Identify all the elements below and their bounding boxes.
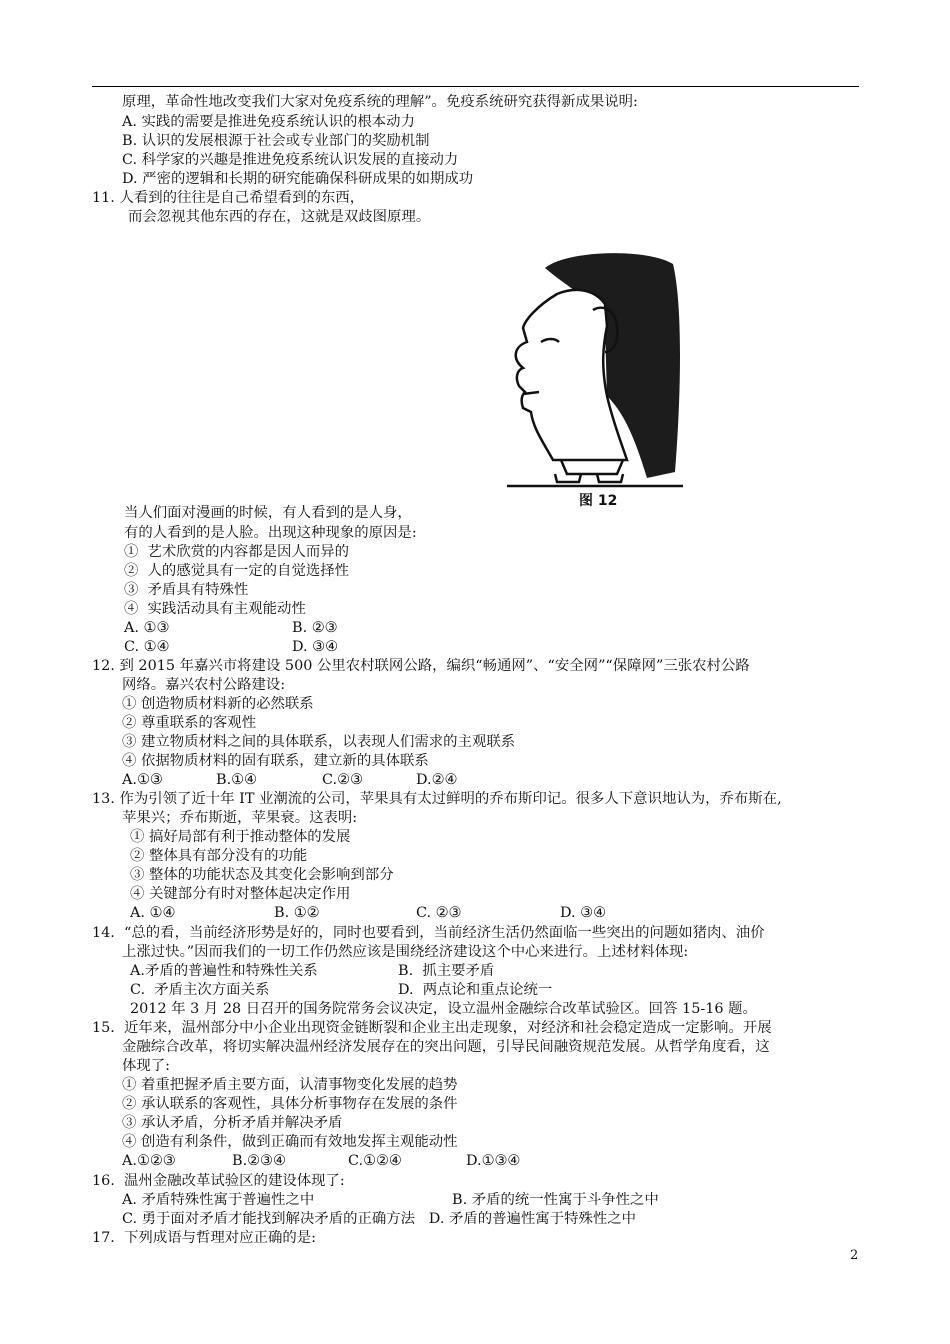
q15-16-intro: 2012 年 3 月 28 日召开的国务院常务会议决定，设立温州金融综合改革试验区。回答 15-16 题。 — [130, 1001, 757, 1017]
q13-option-a: A. ①④ — [130, 905, 176, 921]
q11-item-3: ③ 矛盾具有特殊性 — [124, 582, 249, 598]
q15-stem-2: 金融综合改革，将切实解决温州经济发展存在的突出问题，引导民间融资规范发展。从哲学角度看，这 — [122, 1039, 770, 1055]
q15-stem-3: 体现了: — [122, 1058, 171, 1074]
q12-stem-2: 网络。嘉兴农村公路建设: — [122, 677, 286, 693]
q11-stem-3: 当人们面对漫画的时候，有人看到的是人身， — [124, 505, 412, 521]
q12-item-3: ③ 建立物质材料之间的具体联系，以表现人们需求的主观联系 — [122, 734, 516, 750]
q11-option-a: A. ①③ — [124, 620, 170, 636]
header-rule — [92, 86, 859, 87]
q15-option-b: B.②③④ — [232, 1153, 286, 1169]
q13-stem-1: 13. 作为引领了近十年 IT 业潮流的公司，苹果具有太过鲜明的乔布斯印记。很多人下意识地认为，乔布斯在, — [92, 791, 782, 807]
ambiguous-figure-cartoon — [497, 246, 689, 512]
q16-option-a: A. 矛盾特殊性寓于普遍性之中 — [122, 1192, 315, 1208]
q12-option-b: B.①④ — [216, 772, 257, 788]
q14-stem-1: 14. “总的看，当前经济形势是好的，同时也要看到，当前经济生活仍然面临一些突出的问题如猪肉、油价 — [92, 925, 765, 941]
q16-stem: 16. 温州金融改革试验区的建设体现了: — [92, 1173, 345, 1189]
q15-option-c: C.①②④ — [348, 1153, 402, 1169]
q15-item-3: ③ 承认矛盾，分析矛盾并解决矛盾 — [122, 1115, 343, 1131]
q13-item-2: ② 整体具有部分没有的功能 — [130, 848, 308, 864]
q14-option-c: C. 矛盾主次方面关系 — [130, 982, 270, 998]
q11-item-1: ① 艺术欣赏的内容都是因人而异的 — [124, 544, 350, 560]
page-number: 2 — [850, 1248, 859, 1263]
q13-option-c: C. ②③ — [416, 905, 462, 921]
q10-option-c: C. 科学家的兴趣是推进免疫系统认识发展的直接动力 — [122, 152, 459, 168]
q11-item-4: ④ 实践活动具有主观能动性 — [124, 601, 306, 617]
q15-item-2: ② 承认联系的客观性，具体分析事物存在发展的条件 — [122, 1096, 458, 1112]
q11-stem-1: 11. 人看到的往往是自己希望看到的东西， — [92, 190, 365, 206]
q14-option-a: A.矛盾的普遍性和特殊性关系 — [130, 963, 318, 979]
q15-option-d: D.①③④ — [466, 1153, 521, 1169]
q13-item-3: ③ 整体的功能状态及其变化会影响到部分 — [130, 867, 394, 883]
q14-stem-2: 上涨过快。”因而我们的一切工作仍然应该是围绕经济建设这个中心来进行。上述材料体现: — [122, 944, 689, 960]
q10-option-a: A. 实践的需要是推进免疫系统认识的根本动力 — [122, 114, 415, 130]
q16-option-b: B. 矛盾的统一性寓于斗争性之中 — [452, 1192, 659, 1208]
q17-stem: 17. 下列成语与哲理对应正确的是: — [92, 1230, 316, 1246]
q13-stem-2: 苹果兴；乔布斯逝，苹果衰。这表明: — [122, 810, 358, 826]
q11-item-2: ② 人的感觉具有一定的自觉选择性 — [124, 563, 350, 579]
q12-option-c: C.②③ — [322, 772, 363, 788]
q10-stem-cont: 原理，革命性地改变我们大家对免疫系统的理解”。免疫系统研究获得新成果说明: — [122, 94, 638, 110]
q11-stem-4: 有的人看到的是人脸。出现这种现象的原因是: — [124, 525, 417, 541]
q15-stem-1: 15. 近年来，温州部分中小企业出现资金链断裂和企业主出走现象，对经济和社会稳定造成一定影响。开展 — [92, 1020, 772, 1036]
q11-stem-2: 而会忽视其他东西的存在，这就是双歧图原理。 — [128, 209, 431, 225]
q15-item-4: ④ 创造有利条件，做到正确而有效地发挥主观能动性 — [122, 1134, 458, 1150]
q10-option-d: D. 严密的逻辑和长期的研究能确保科研成果的如期成功 — [122, 171, 474, 187]
q13-item-4: ④ 关键部分有时对整体起决定作用 — [130, 886, 351, 902]
q12-option-d: D.②④ — [416, 772, 458, 788]
q15-option-a: A.①②③ — [122, 1153, 176, 1169]
q12-item-4: ④ 依据物质材料的固有联系，建立新的具体联系 — [122, 753, 429, 769]
q13-option-b: B. ①② — [274, 905, 320, 921]
q13-option-d: D. ③④ — [560, 905, 606, 921]
q11-option-c: C. ①④ — [124, 639, 170, 655]
q12-option-a: A.①③ — [122, 772, 163, 788]
q15-item-1: ① 着重把握矛盾主要方面，认清事物变化发展的趋势 — [122, 1077, 458, 1093]
q10-option-b: B. 认识的发展根源于社会或专业部门的奖励机制 — [122, 133, 430, 149]
q11-option-d: D. ③④ — [292, 639, 338, 655]
q14-option-b: B. 抓主要矛盾 — [398, 963, 495, 979]
q14-option-d: D. 两点论和重点论统一 — [398, 982, 553, 998]
figure-caption: 图 12 — [579, 493, 618, 509]
q12-item-2: ② 尊重联系的客观性 — [122, 715, 257, 731]
q12-stem-1: 12. 到 2015 年嘉兴市将建设 500 公里农村联网公路，编织“畅通网”、“安全网”“保障网”三张农村公路 — [92, 658, 750, 674]
q11-option-b: B. ②③ — [292, 620, 338, 636]
q13-item-1: ① 搞好局部有利于推动整体的发展 — [130, 829, 351, 845]
q12-item-1: ① 创造物质材料新的必然联系 — [122, 696, 314, 712]
q16-option-cd: C. 勇于面对矛盾才能找到解决矛盾的正确方法 D. 矛盾的普遍性寓于特殊性之中 — [122, 1211, 637, 1227]
